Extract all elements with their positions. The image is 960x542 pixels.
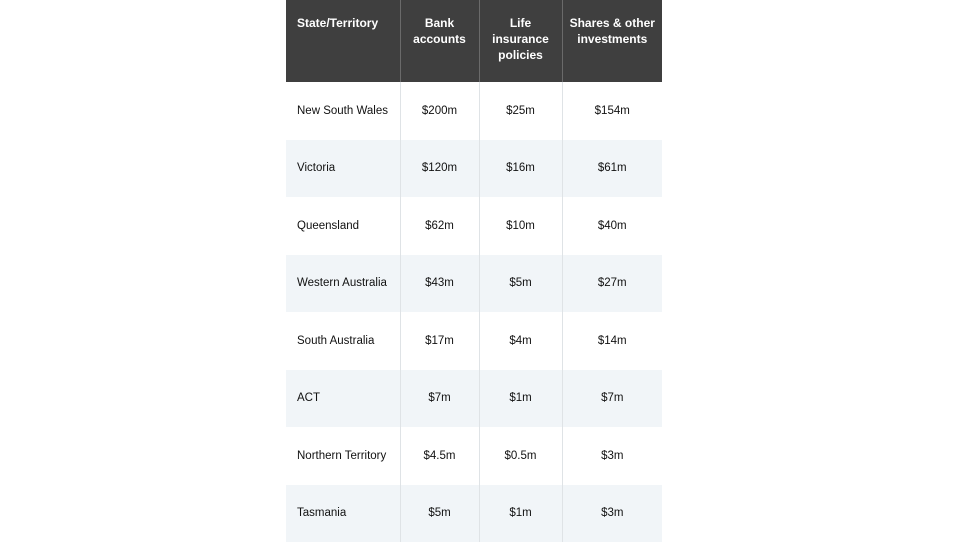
column-header-bank-accounts: Bank accounts xyxy=(400,0,479,82)
shares-cell: $7m xyxy=(562,370,662,428)
table-row xyxy=(286,370,662,428)
shares-cell: $27m xyxy=(562,255,662,313)
shares-cell: $14m xyxy=(562,312,662,370)
life-insurance-cell: $5m xyxy=(479,255,562,313)
state-cell: Northern Territory xyxy=(286,427,400,485)
bank-accounts-cell: $5m xyxy=(400,485,479,542)
table-row xyxy=(286,255,662,313)
state-cell: Tasmania xyxy=(286,485,400,542)
life-insurance-cell: $25m xyxy=(479,82,562,140)
table-row xyxy=(286,485,662,542)
table-row xyxy=(286,312,662,370)
data-table-container xyxy=(286,0,662,542)
header-row xyxy=(286,0,662,82)
table-row xyxy=(286,82,662,140)
bank-accounts-cell: $7m xyxy=(400,370,479,428)
bank-accounts-cell: $200m xyxy=(400,82,479,140)
life-insurance-cell: $10m xyxy=(479,197,562,255)
column-header-shares: Shares & other investments xyxy=(562,0,662,82)
state-cell: South Australia xyxy=(286,312,400,370)
table-body xyxy=(286,82,662,542)
state-cell: Western Australia xyxy=(286,255,400,313)
bank-accounts-cell: $43m xyxy=(400,255,479,313)
state-cell: ACT xyxy=(286,370,400,428)
life-insurance-cell: $16m xyxy=(479,140,562,198)
table-row xyxy=(286,140,662,198)
state-cell: Victoria xyxy=(286,140,400,198)
life-insurance-cell: $4m xyxy=(479,312,562,370)
bank-accounts-cell: $4.5m xyxy=(400,427,479,485)
state-cell: New South Wales xyxy=(286,82,400,140)
column-header-life-insurance: Life insurance policies xyxy=(479,0,562,82)
column-header-state: State/Territory xyxy=(286,0,400,82)
bank-accounts-cell: $120m xyxy=(400,140,479,198)
shares-cell: $3m xyxy=(562,427,662,485)
shares-cell: $3m xyxy=(562,485,662,542)
shares-cell: $61m xyxy=(562,140,662,198)
bank-accounts-cell: $62m xyxy=(400,197,479,255)
shares-cell: $40m xyxy=(562,197,662,255)
life-insurance-cell: $1m xyxy=(479,485,562,542)
unclaimed-money-table xyxy=(286,0,662,542)
shares-cell: $154m xyxy=(562,82,662,140)
table-row xyxy=(286,197,662,255)
table-row xyxy=(286,427,662,485)
table-header xyxy=(286,0,662,82)
state-cell: Queensland xyxy=(286,197,400,255)
life-insurance-cell: $1m xyxy=(479,370,562,428)
bank-accounts-cell: $17m xyxy=(400,312,479,370)
life-insurance-cell: $0.5m xyxy=(479,427,562,485)
